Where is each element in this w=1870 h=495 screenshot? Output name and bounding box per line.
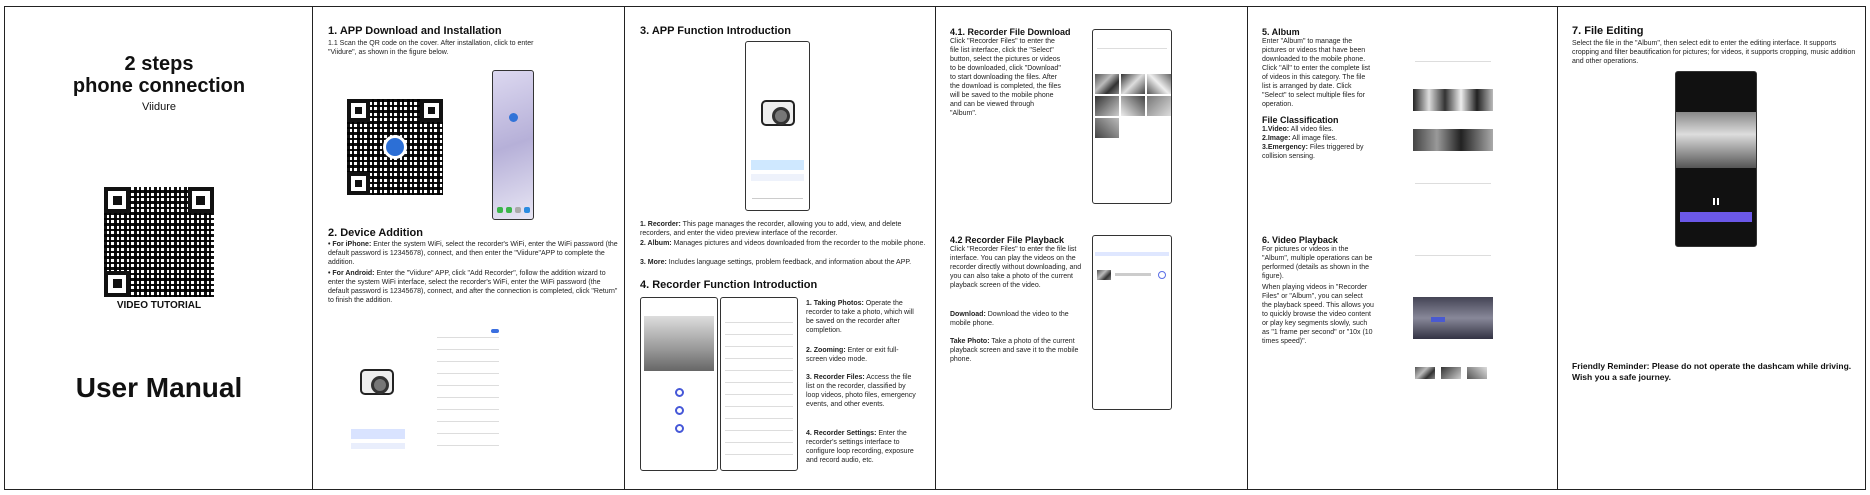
recorder-camera-icon xyxy=(360,369,394,395)
cover-brand: Viidure xyxy=(141,101,177,113)
cover-title-line1: 2 steps xyxy=(124,53,194,75)
class-video-label: 1.Video: xyxy=(1262,126,1290,133)
bottom-nav-icons xyxy=(752,198,803,203)
album-text: Enter "Album" to manage the pictures or videos that have been downloaded to the mobile phone. Click "All" to enter the complete list of videos in this category. The file list is arranged by date. Click "Select" to select multiple files for operation. xyxy=(1262,38,1371,108)
album-heading: 5. Album xyxy=(1262,27,1300,37)
video-playback-text2: When playing videos in "Recorder Files" or "Album", you can select the playback speed. This allows you to quickly browse the video content or play key segments slowly, such as "1 frame per second" or "10x (10 times speed)". xyxy=(1262,284,1374,345)
playback-photo-description: Take a photo of the current playback screen and save it to the mobile phone. xyxy=(950,338,1079,363)
android-instructions: Enter the "Viidure" APP, click "Add Recorder", follow the addition wizard to enter the system WiFi interface, select the recorder's WiFi, enter the WiFi password (the default password is 12345678), connect, and after the connection is completed, click "Return" to finish the addition. xyxy=(328,270,618,304)
video-tutorial-label: VIDEO TUTORIAL xyxy=(116,300,202,311)
download-panel xyxy=(313,7,625,489)
timeline-bar[interactable] xyxy=(1680,212,1752,222)
cover-panel xyxy=(5,7,313,489)
tutorial-qr-code[interactable] xyxy=(104,187,214,297)
video-playback-text1: For pictures or videos in the "Album", multiple operations can be performed (details as shown in the figure). xyxy=(1262,246,1373,280)
album-label: 2. Album: xyxy=(640,240,672,247)
download-dialog-screenshot xyxy=(1092,235,1172,410)
album-description: Manages pictures and videos downloaded from the recorder to the mobile phone. xyxy=(671,240,926,247)
function-album-text xyxy=(640,239,930,248)
file-download-heading: 4.1. Recorder File Download xyxy=(950,27,1071,37)
zooming-description: Enter or exit full-screen video mode. xyxy=(806,347,899,363)
taking-photos-label: 1. Taking Photos: xyxy=(806,300,864,307)
device-iphone-text xyxy=(328,240,618,267)
function-panel xyxy=(625,7,936,489)
download-heading: 1. APP Download and Installation xyxy=(328,25,502,37)
recorder-files-label: 3. Recorder Files: xyxy=(806,374,865,381)
zooming-text xyxy=(806,346,918,364)
app-qr-code[interactable] xyxy=(347,99,443,195)
file-editing-heading: 7. File Editing xyxy=(1572,25,1644,37)
album-panel xyxy=(1248,7,1558,489)
class-image-description: All image files. xyxy=(1290,135,1338,142)
class-emergency-label: 3.Emergency: xyxy=(1262,144,1308,151)
function-more-text xyxy=(640,258,930,267)
file-classification-heading: File Classification xyxy=(1262,115,1339,125)
wifi-toggle-icon xyxy=(491,329,499,333)
camera-settings-screenshot xyxy=(720,297,798,471)
add-recorder-screenshot xyxy=(343,317,413,475)
editing-screenshot xyxy=(1675,71,1757,247)
class-image-label: 2.Image: xyxy=(1262,135,1291,142)
zooming-label: 2. Zooming: xyxy=(806,347,846,354)
recorder-files-description: Access the file list on the recorder, classified by loop videos, photo files, emergency events, and other events. xyxy=(806,374,916,408)
playback-photo-label: Take Photo: xyxy=(950,338,990,345)
playback-photo-text xyxy=(950,337,1085,364)
manual-page xyxy=(4,6,1866,490)
device-android-text xyxy=(328,269,618,305)
device-heading: 2. Device Addition xyxy=(328,227,423,239)
zoom-icon xyxy=(675,406,684,415)
viidure-app-icon xyxy=(509,113,518,122)
video-playback-heading: 6. Video Playback xyxy=(1262,235,1338,245)
user-manual-title: User Manual xyxy=(75,372,243,403)
taking-photos-description: Operate the recorder to take a photo, which will be saved on the recorder after completion. xyxy=(806,300,914,334)
file-list-screenshot xyxy=(1092,29,1172,204)
playback-download-text xyxy=(950,310,1085,328)
recorder-files-text xyxy=(806,373,918,409)
recorder-function-heading: 4. Recorder Function Introduction xyxy=(640,279,818,291)
class-image-text xyxy=(1262,134,1374,143)
pause-icon xyxy=(1713,198,1719,205)
editing-panel xyxy=(1558,7,1865,489)
recorder-settings-description: Enter the recorder's settings interface to configure loop recording, exposure and record audio, etc. xyxy=(806,430,914,464)
class-video-text xyxy=(1262,125,1374,134)
recorder-files-panel xyxy=(936,7,1248,489)
friendly-reminder: Friendly Reminder: Please do not operate the dashcam while driving. Wish you a safe journey. xyxy=(1572,361,1852,382)
file-download-text: Click "Recorder Files" to enter the file list interface, click the "Select" button, select the pictures or videos to be downloaded, click "Download" to start downloading the files. After the download is completed, the files will be saved to the mobile phone and can be viewed through "Album". xyxy=(950,38,1061,117)
playback-download-label: Download: xyxy=(950,311,986,318)
more-label: 3. More: xyxy=(640,259,667,266)
recorder-camera-icon xyxy=(761,100,795,126)
recorder-home-screenshot xyxy=(745,41,810,211)
taking-photos-text xyxy=(806,299,918,335)
speed-option xyxy=(1431,317,1445,322)
phone-home-screenshot xyxy=(492,70,534,220)
recorder-settings-text xyxy=(806,429,918,465)
download-progress-icon xyxy=(1158,271,1166,279)
album-screenshot xyxy=(1411,31,1495,201)
file-playback-heading: 4.2 Recorder File Playback xyxy=(950,235,1065,245)
playback-download-description: Download the video to the mobile phone. xyxy=(950,311,1069,327)
class-emergency-description: Files triggered by collision sensing. xyxy=(1262,144,1364,160)
file-playback-text: Click "Recorder Files" to enter the file list interface. You can play the videos on the recorder directly without downloading, and you can also take a photo of the current playback screen of the video. xyxy=(950,246,1082,289)
download-text: 1.1 Scan the QR code on the cover. After installation, click to enter "Viidure", as shown in the figure below. xyxy=(328,40,534,56)
playback-speed-screenshot xyxy=(1411,237,1495,407)
iphone-label: • For iPhone: xyxy=(328,241,372,248)
app-logo-icon xyxy=(383,135,407,159)
android-label: • For Android: xyxy=(328,270,375,277)
function-recorder-text xyxy=(640,220,930,238)
more-description: Includes language settings, problem feedback, and information about the APP. xyxy=(666,259,912,266)
recorder-label: 1. Recorder: xyxy=(640,221,681,228)
recorder-settings-label: 4. Recorder Settings: xyxy=(806,430,877,437)
function-heading: 3. APP Function Introduction xyxy=(640,25,791,37)
wifi-list-screenshot xyxy=(433,317,503,475)
recorder-files-icon xyxy=(675,424,684,433)
take-photo-icon xyxy=(675,388,684,397)
cover-title-line2: phone connection xyxy=(72,75,246,97)
live-view-screenshot xyxy=(640,297,718,471)
recorder-description: This page manages the recorder, allowing you to add, view, and delete recorders, and enter the video preview interface of the recorder. xyxy=(640,221,902,237)
file-editing-text: Select the file in the "Album", then select edit to enter the editing interface. It supports cropping and filter beautification for pictures; for videos, it supports cropping, music addition and other operations. xyxy=(1572,40,1856,65)
class-emergency-text xyxy=(1262,143,1374,161)
iphone-instructions: Enter the system WiFi, select the recorder's WiFi, enter the WiFi password (the default password is 12345678), connect, and then enter the "Viidure"APP to complete the addition. xyxy=(328,241,618,266)
class-video-description: All video files. xyxy=(1289,126,1334,133)
